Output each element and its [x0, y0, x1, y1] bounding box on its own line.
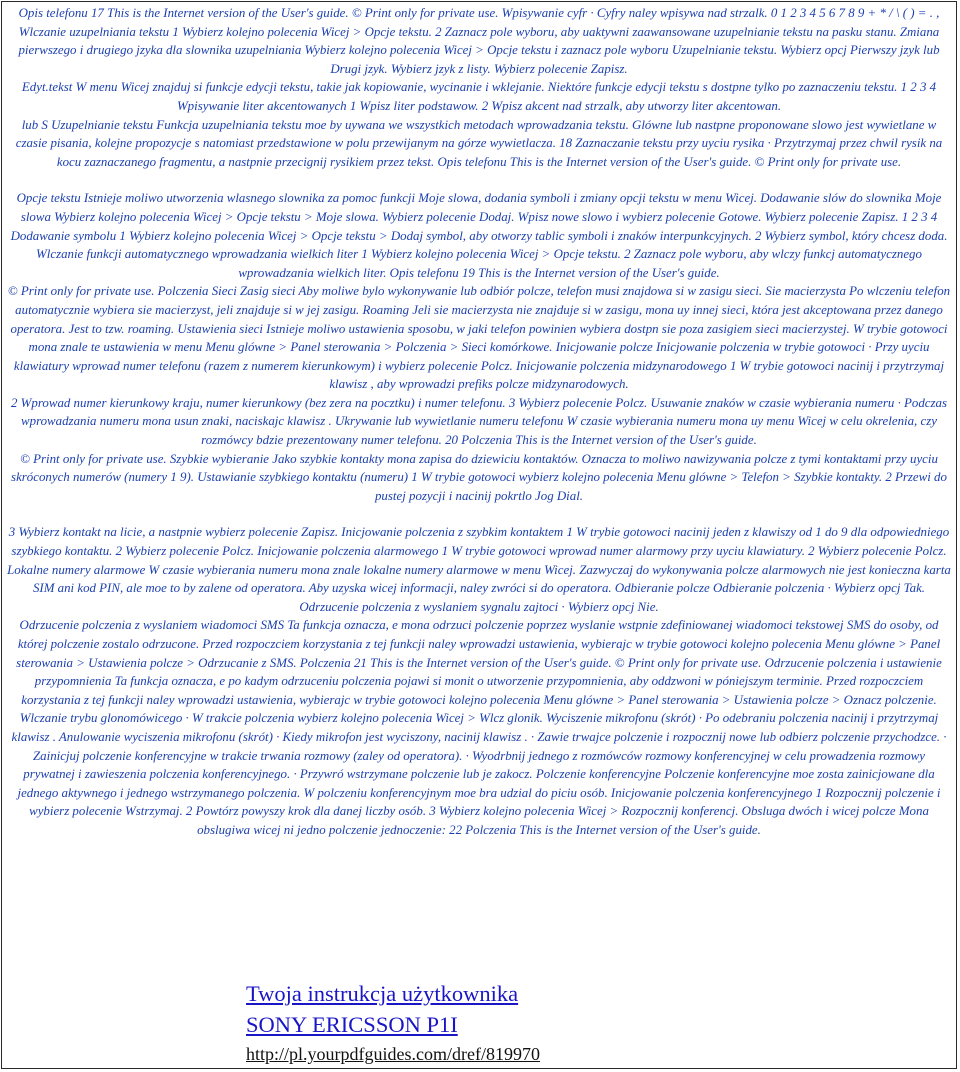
paragraph-emergency-calls: 3 Wybierz kontakt na licie, a nastpnie wybierz polecenie Zapisz. Inicjowanie polczenia z szybkim kontaktem 1 W trybie gotowoci nacinij jeden z klawiszy od 1 do 9 dla odpowiedniego szybkiego kontaktu. 2 Wybierz polecenie Polcz. Inicjowanie polczenia alarmowego 1 W trybie gotowoci wprowad numer alarmowy przy uyciu klawiatury. 2 Wybierz polecenie Polcz. Lokalne numery alarmowe W czasie wybierania numeru mona znale lokalne numery alarmowe w menu Wicej. Zazwyczaj do wykonywania polcze alarmowych nie jest konieczna karta SIM ani kod PIN, ale moe to by zalene od operatora. Aby uzyska wicej informacji, naley zwróci si do operatora. Odbieranie polcze Odbieranie polczenia · Wybierz opcj Tak. Odrzucenie polczenia z wyslaniem sygnalu zajtoci · Wybierz opcj Nie.: [7, 525, 951, 614]
document-page: [1, 1, 957, 1069]
manual-title-link[interactable]: Twoja instrukcja użytkownika: [246, 981, 519, 1006]
paragraph-networks-calls: © Print only for private use. Polczenia Sieci Zasig sieci Aby moliwe bylo wykonywanie lub odbiór polcze, telefon musi znajdowa si w zasigu sieci. Sie macierzysta Po wlczeniu telefon automatycznie wybiera sie macierzyst, jeli znajduje si w jej zasigu. Roaming Jeli sie macierzysta nie znajduje si w zasigu, mona uy innej sieci, która jest akceptowana przez danego operatora. Jest to tzw. roaming. Ustawienia sieci Istnieje moliwo ustawienia sposobu, w jaki telefon powinien wybiera dostpn sie poza zasigiem sieci macierzystej. W trybie gotowoci mona znale te ustawienia w menu Menu glówne > Panel sterowania > Polczenia > Sieci komórkowe. Inicjowanie polcze Inicjowanie polczenia w trybie gotowoci · Przy uyciu klawiatury wprowad numer telefonu (razem z numerem kierunkowym) i wybierz polecenie Polcz. Inicjowanie polczenia midzynarodowego 1 W trybie gotowoci nacinij i przytrzymaj klawisz , aby wprowadzi prefiks polcze midzynarodowych.: [7, 284, 951, 392]
paragraph-text-completion: lub S Uzupelnianie tekstu Funkcja uzupelniania tekstu moe by uywana we wszystkich metodach wprowadzania tekstu. Glówne lub nastpne proponowane slowo jest wywietlane w czasie pisania, kolejne propozycje s natomiast przedstawione w polu przewijanym na górze wywietlacza. 18 Zaznaczanie tekstu przy uyciu rysika · Przytrzymaj przez chwil rysik na kocu zaznaczanego fragmentu, a nastpnie przecignij rysikiem przez tekst. Opis telefonu This is the Internet version of the User's guide. © Print only for private use.: [15, 117, 943, 169]
paragraph-text-options: Opcje tekstu Istnieje moliwo utworzenia wlasnego slownika za pomoc funkcji Moje slowa, dodania symboli i zmiany opcji tekstu w menu Wicej. Dodawanie slów do slownika Moje slowa Wybierz kolejno polecenia Wicej > Opcje tekstu > Moje slowa. Wybierz polecenie Dodaj. Wpisz nowe slowo i wybierz polecenie Gotowe. Wybierz polecenie Zapisz. 1 2 3 4 Dodawanie symbolu 1 Wybierz kolejno polecenia Wicej > Opcje tekstu > Dodaj symbol, aby otworzy tablic symboli i znaków interpunkcyjnych. 2 Wybierz symbol, który chcesz doda. Wlczanie funkcji automatycznego wprowadzania wielkich liter 1 Wybierz kolejno polecenia Wicej > Opcje tekstu. 2 Zaznacz pole wyboru, aby wlczy funkcj automatycznego wprowadzania wielkich liter. Opis telefonu 19 This is the Internet version of the User's guide.: [10, 191, 948, 280]
manual-url-link[interactable]: http://pl.yourpdfguides.com/dref/819970: [246, 1044, 540, 1064]
product-name-link[interactable]: SONY ERICSSON P1I: [246, 1012, 458, 1037]
manual-link-block: [246, 978, 540, 1068]
paragraph-speed-dial: © Print only for private use. Szybkie wybieranie Jako szybkie kontakty mona zapisa do dziewiciu kontaktów. Oznacza to moliwo nawizywania polcze z tymi kontaktami przy uyciu skróconych numerów (numery 1 9). Ustawianie szybkiego kontaktu (numeru) 1 W trybie gotowoci wybierz kolejno polecenia Menu glówne > Telefon > Szybkie kontakty. 2 Przewi do pustej pozycji i nacinij pokrtlo Jog Dial.: [11, 451, 947, 503]
paragraph-dialing: 2 Wprowad numer kierunkowy kraju, numer kierunkowy (bez zera na pocztku) i numer telefonu. 3 Wybierz polecenie Polcz. Usuwanie znaków w czasie wybierania numeru · Podczas wprowadzania numeru mona usun znaki, naciskajc klawisz . Ukrywanie lub wywietlanie numeru telefonu W czasie wybierania numeru mona uy menu Wicej w celu okrelenia, czy rozmówcy bdzie prezentowany numer telefonu. 20 Polczenia This is the Internet version of the User's guide.: [11, 395, 947, 448]
paragraph-call-rejection-conference: Odrzucenie polczenia z wyslaniem wiadomoci SMS Ta funkcja oznacza, e mona odrzuci polczenie poprzez wyslanie wstpnie zdefiniowanej wiadomoci tekstowej SMS do osoby, od której polczenie zostalo odrzucone. Przed rozpoczciem korzystania z tej funkcji naley wprowadzi ustawienia, wybierajc w trybie gotowoci kolejno polecenia Menu glówne > Panel sterowania > Ustawienia polcze > Odrzucanie z SMS. Polczenia 21 This is the Internet version of the User's guide. © Print only for private use. Odrzucenie polczenia i ustawienie przypomnienia Ta funkcja oznacza, e po kadym odrzuceniu polczenia pojawi si monit o utworzenie przypomnienia, aby oddzwoni w póniejszym terminie. Przed rozpoczciem korzystania z tej funkcji naley wprowadzi ustawienia, wybierajc w trybie gotowoci kolejno polecenia Menu glówne > Panel sterowania > Ustawienia polcze > Oznacz polczenie. Wlczanie trybu glonomówicego · W trakcie polczenia wybierz kolejno polecenia Wicej > Wlcz glonik. Wyciszenie mikrofonu (skrót) · Po odebraniu polczenia nacinij i przytrzymaj klawisz . Anulowanie wyciszenia mikrofonu (skrót) · Kiedy mikrofon jest wyciszony, nacinij klawisz . · Zawie trwajce polczenie i rozpocznij nowe lub odbierz polczenie przychodzce. · Zainicjuj polczenie konferencyjne w trakcie trwania rozmowy (zaley od operatora). · Wyodrbnij jednego z rozmówców rozmowy konferencyjnej w celu prowadzenia rozmowy prywatnej i zawieszenia polczenia konferencyjnego. · Przywró wstrzymane polczenie lub je zakocz. Polczenie konferencyjne Polczenie konferencyjne moe zosta zainicjowane dla jednego aktywnego i jednego wstrzymanego polczenia. W polczeniu konferencyjnym moe bra udzial do piciu osób. Inicjowanie polczenia konferencyjnego 1 Rozpocznij polczenie i wybierz polecenie Wstrzymaj. 2 Powtórz powyszy krok dla danej liczby osób. 3 Wybierz kolejno polecenia Wicej > Rozpocznij konferencj. Obsluga dwóch i wicej polcze Mona obslugiwa wicej ni jedno polczenie jednoczenie: 22 Polczenia This is the Internet version of the User's guide.: [11, 618, 947, 837]
paragraph-text-editing: Edyt.tekst W menu Wicej znajduj si funkcje edycji tekstu, takie jak kopiowanie, wycinanie i wklejanie. Niektóre funkcje edycji tekstu s dostpne tylko po zaznaczeniu tekstu. 1 2 3 4 Wpisywanie liter akcentowanych 1 Wpisz liter podstawow. 2 Wpisz akcent nad strzalk, aby utworzy liter akcentowan.: [21, 80, 937, 113]
paragraph-text-input-intro: Opis telefonu 17 This is the Internet version of the User's guide. © Print only for private use. Wpisywanie cyfr · Cyfry naley wpisywa nad strzalk. 0 1 2 3 4 5 6 7 8 9 + * / \ ( ) = . , Wlczanie uzupelniania tekstu 1 Wybierz kolejno polecenia Wicej > Opcje tekstu. 2 Zaznacz pole wyboru, aby uaktywni zaawansowane uzupelnianie tekstu na pasku stanu. Zmiana pierwszego i drugiego jzyka dla slownika uzupelniania Wybierz kolejno polecenia Wicej > Opcje tekstu i zaznacz pole wyboru Uzupelnianie tekstu. Wybierz opcj Pierwszy jzyk lub Drugi jzyk. Wybierz jzyk z listy. Wybierz polecenie Zapisz.: [18, 6, 940, 76]
